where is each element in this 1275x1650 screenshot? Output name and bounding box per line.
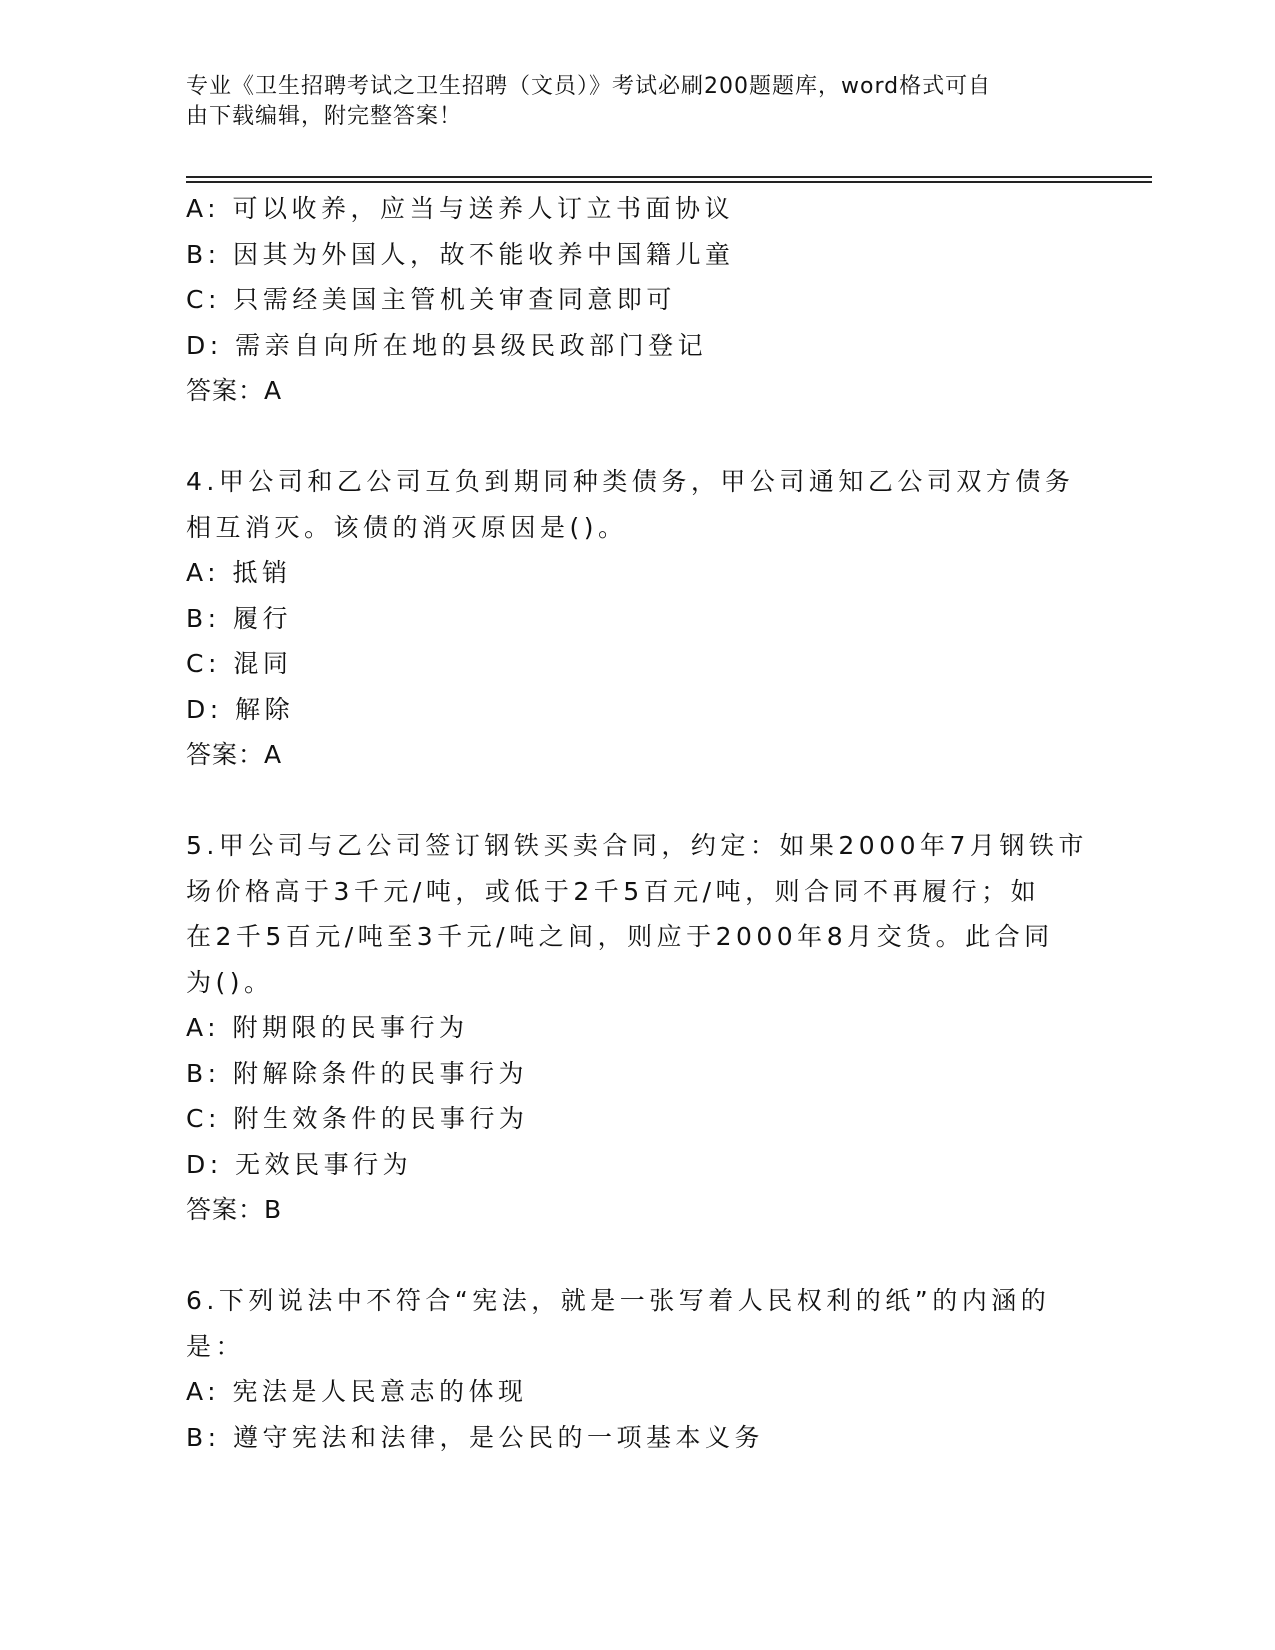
question-3 xyxy=(186,186,1086,414)
question-5-stem-line-2: 场价格高于3千元/吨，或低于2千5百元/吨，则合同不再履行；如 xyxy=(186,876,1041,906)
question-3-option-a: A: 可以收养，应当与送养人订立书面协议 xyxy=(186,194,735,223)
question-5-stem-line-3: 在2千5百元/吨至3千元/吨之间，则应于2000年8月交货。此合同 xyxy=(186,922,1054,951)
question-4-option-b: B: 履行 xyxy=(186,603,293,633)
spacer xyxy=(186,1233,1086,1279)
question-content xyxy=(186,186,1086,1460)
document-header xyxy=(186,72,1066,132)
question-6-option-b: B: 遵守宪法和法律，是公民的一项基本义务 xyxy=(186,1422,765,1452)
spacer xyxy=(186,414,1086,460)
question-3-answer: 答案：A xyxy=(186,376,283,405)
question-3-option-c: C: 只需经美国主管机关审查同意即可 xyxy=(186,285,676,314)
question-5-option-c: C: 附生效条件的民事行为 xyxy=(186,1104,529,1133)
question-4-option-c: C: 混同 xyxy=(186,649,293,678)
question-5-answer: 答案：B xyxy=(186,1195,283,1224)
question-3-option-d: D: 需亲自向所在地的县级民政部门登记 xyxy=(186,330,708,360)
question-4 xyxy=(186,459,1086,778)
spacer xyxy=(186,778,1086,824)
question-5-option-a: A: 附期限的民事行为 xyxy=(186,1013,469,1042)
question-4-stem-line-2: 相互消灭。该债的消灭原因是()。 xyxy=(186,512,628,542)
header-line-2: 由下载编辑，附完整答案！ xyxy=(186,104,463,129)
question-5 xyxy=(186,823,1086,1233)
header-line-1: 专业《卫生招聘考试之卫生招聘（文员）》考试必刷200题题库，word格式可自 xyxy=(186,74,992,99)
question-5-stem-line-1: 5.甲公司与乙公司签订钢铁买卖合同，约定：如果2000年7月钢铁市 xyxy=(186,831,1088,860)
question-4-stem-line-1: 4.甲公司和乙公司互负到期同种类债务，甲公司通知乙公司双方债务 xyxy=(186,467,1075,496)
question-6 xyxy=(186,1278,1086,1460)
question-3-option-b: B: 因其为外国人，故不能收养中国籍儿童 xyxy=(186,239,735,269)
question-6-option-a: A: 宪法是人民意志的体现 xyxy=(186,1377,528,1406)
header-rule-top xyxy=(186,176,1152,178)
header-rule-bottom xyxy=(186,181,1152,183)
question-4-option-d: D: 解除 xyxy=(186,694,295,724)
question-5-option-d: D: 无效民事行为 xyxy=(186,1149,413,1179)
question-5-stem-line-4: 为()。 xyxy=(186,967,274,997)
question-4-answer: 答案：A xyxy=(186,740,283,769)
question-5-option-b: B: 附解除条件的民事行为 xyxy=(186,1058,529,1088)
question-6-stem-line-1: 6.下列说法中不符合“宪法，就是一张写着人民权利的纸”的内涵的 xyxy=(186,1286,1051,1315)
question-6-stem-line-2: 是： xyxy=(186,1331,246,1361)
question-4-option-a: A: 抵销 xyxy=(186,558,292,587)
